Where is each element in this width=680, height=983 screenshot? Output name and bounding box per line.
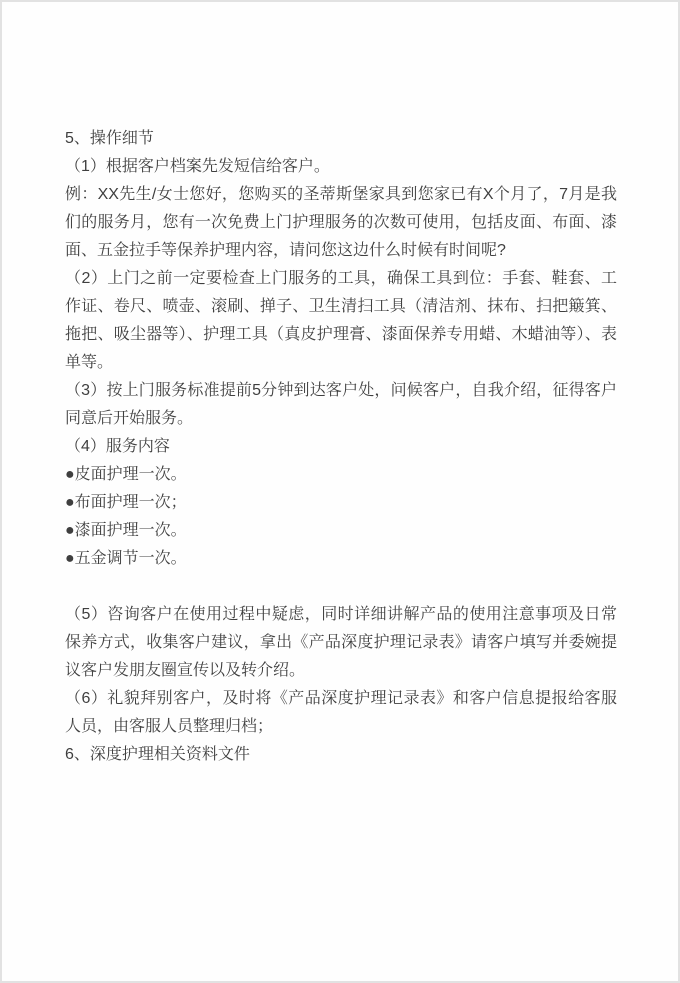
bullet-item-leather-care: ●皮面护理一次。 <box>65 466 187 483</box>
section6-heading: 6、深度护理相关资料文件 <box>65 746 250 763</box>
section5-item5: （5）咨询客户在使用过程中疑虑，同时详细讲解产品的使用注意事项及日常保养方式，收集客户建议，拿出《产品深度护理记录表》请客户填写并委婉提议客户发朋友圈宣传以及转介绍。 <box>65 606 617 679</box>
section5-heading: 5、操作细节 <box>65 130 154 147</box>
section5-item4-service-content <box>65 433 617 573</box>
section5-item1-example-sms: 例：XX先生/女士您好，您购买的圣蒂斯堡家具到您家已有X个月了，7月是我们的服务月，您有一次免费上门护理服务的次数可使用，包括皮面、布面、漆面、五金拉手等保养护理内容，请问您这边什么时候有时间呢? <box>65 186 617 259</box>
bullet-item-hardware-adjust: ●五金调节一次。 <box>65 550 187 567</box>
bullet-item-paint-care: ●漆面护理一次。 <box>65 522 187 539</box>
section5-item1: （1）根据客户档案先发短信给客户。 <box>65 158 330 175</box>
section5-item6: （6）礼貌拜别客户，及时将《产品深度护理记录表》和客户信息提报给客服人员，由客服人员整理归档； <box>65 690 617 735</box>
bullet-item-fabric-care: ●布面护理一次； <box>65 494 187 511</box>
document-body <box>65 125 617 769</box>
section5-item4-heading: （4）服务内容 <box>65 438 170 455</box>
section5-item3: （3）按上门服务标准提前5分钟到达客户处，问候客户，自我介绍，征得客户同意后开始服务。 <box>65 382 617 427</box>
section5-item2: （2）上门之前一定要检查上门服务的工具，确保工具到位：手套、鞋套、工作证、卷尺、喷壶、滚刷、掸子、卫生清扫工具（清洁剂、抹布、扫把簸箕、拖把、吸尘器等）、护理工具（真皮护理膏、漆面保养专用蜡、木蜡油等）、表单等。 <box>65 270 617 371</box>
